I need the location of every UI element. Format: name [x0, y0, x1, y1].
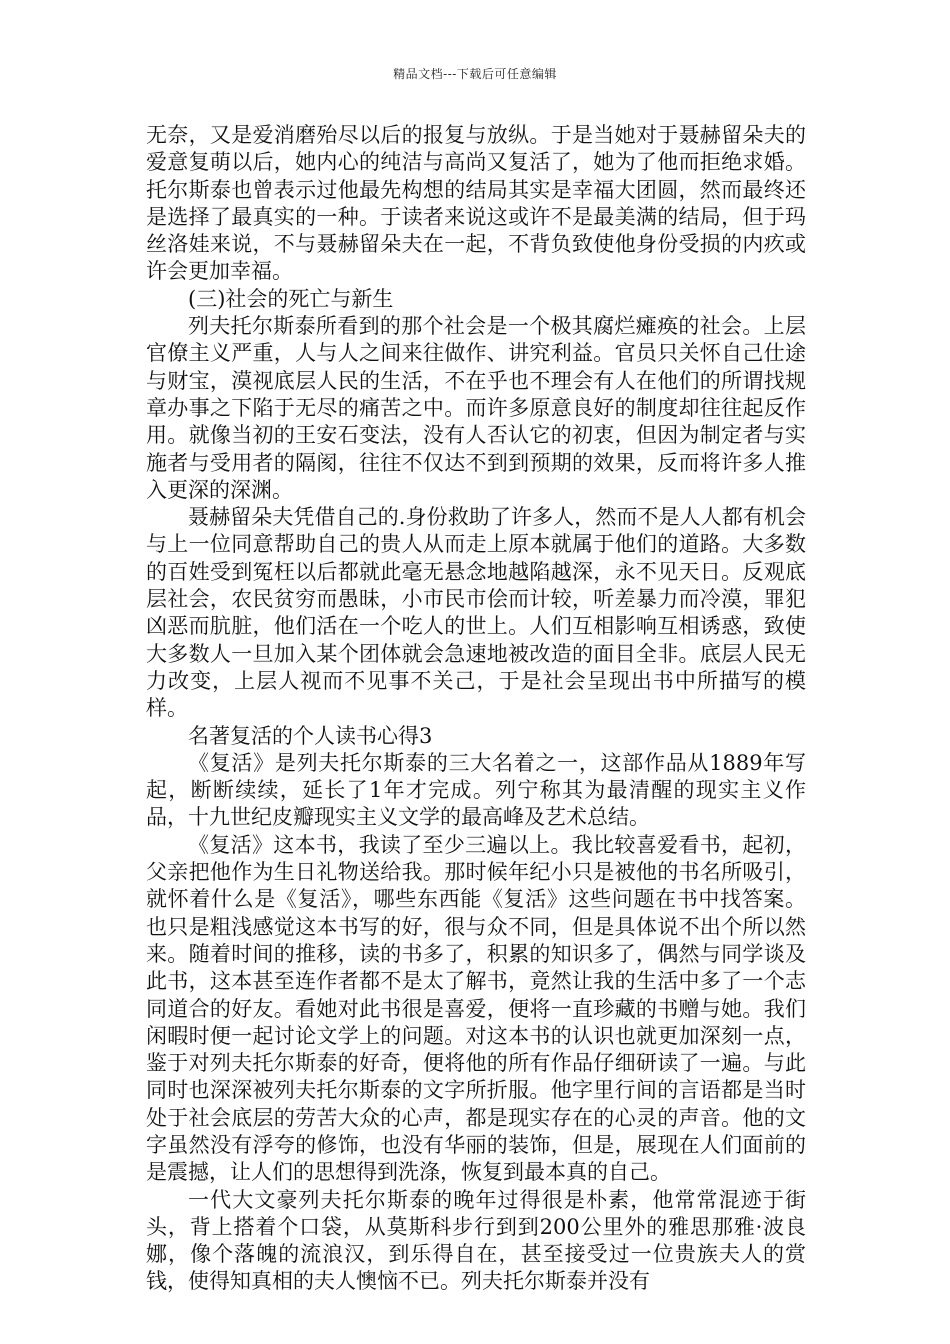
document-body — [146, 122, 806, 1296]
paragraph: 聂赫留朵夫凭借自己的.身份救助了许多人，然而不是人人都有机会与上一位同意帮助自己的贵人从而走上原本就属于他们的道路。大多数的百姓受到冤枉以后都就此毫无悬念地越陷越深，永不见天日。反观底层社会，农民贫穷而愚昧，小市民市侩而计较，听差暴力而冷漠，罪犯凶恶而肮脏，他们活在一个吃人的世上。人们互相影响互相诱惑，致使大多数人一旦加入某个团体就会急速地被改造的面目全非。底层人民无力改变，上层人视而不见事不关己，于是社会呈现出书中所描写的模样。 — [146, 505, 806, 721]
paragraph: 《复活》是列夫托尔斯泰的三大名着之一，这部作品从1889年写起，断断续续，延长了1年才完成。列宁称其为最清醒的现实主义作品，十九世纪皮瓣现实主义文学的最高峰及艺术总结。 — [146, 750, 806, 830]
page-header: 精品文档---下载后可任意编辑 — [393, 67, 557, 81]
paragraph: 《复活》这本书，我读了至少三遍以上。我比较喜爱看书，起初，父亲把他作为生日礼物送给我。那时候年纪小只是被他的书名所吸引，就怀着什么是《复活》，哪些东西能《复活》这些问题在书中找答案。也只是粗浅感觉这本书写的好，很与众不同，但是具体说不出个所以然来。随着时间的推移，读的书多了，积累的知识多了，偶然与同学谈及此书，这本甚至连作者都不是太了解书，竟然让我的生活中多了一个志同道合的好友。看她对此书很是喜爱，便将一直珍藏的书赠与她。我们闲暇时便一起讨论文学上的问题。对这本书的认识也就更加深刻一点，鉴于对列夫托尔斯泰的好奇，便将他的所有作品仔细研读了一遍。与此同时也深深被列夫托尔斯泰的文字所折服。他字里行间的言语都是当时处于社会底层的劳苦大众的心声，都是现实存在的心灵的声音。他的文字虽然没有浮夸的修饰，也没有华丽的装饰，但是，展现在人们面前的是震撼，让人们的思想得到洗涤，恢复到最本真的自己。 — [146, 832, 806, 1185]
paragraph: 一代大文豪列夫托尔斯泰的晚年过得很是朴素，他常常混迹于街头，背上搭着个口袋，从莫斯科步行到到200公里外的雅思那雅·波良娜，像个落魄的流浪汉，到乐得自在，甚至接受过一位贵族夫人的赏钱，使得知真相的夫人懊恼不已。列夫托尔斯泰并没有 — [146, 1187, 806, 1294]
article-title: 名著复活的个人读书心得3 — [188, 723, 433, 748]
section-heading: (三)社会的死亡与新生 — [188, 286, 394, 311]
paragraph: 无奈，又是爱消磨殆尽以后的报复与放纵。于是当她对于聂赫留朵夫的爱意复萌以后，她内心的纯洁与高尚又复活了，她为了他而拒绝求婚。托尔斯泰也曾表示过他最先构想的结局其实是幸福大团圆，然而最终还是选择了最真实的一种。于读者来说这或许不是最美满的结局，但于玛丝洛娃来说，不与聂赫留朵夫在一起，不背负致使他身份受损的内疚或许会更加幸福。 — [146, 123, 806, 284]
paragraph: 列夫托尔斯泰所看到的那个社会是一个极其腐烂瘫痪的社会。上层官僚主义严重，人与人之间来往做作、讲究利益。官员只关怀自己仕途与财宝，漠视底层人民的生活，不在乎也不理会有人在他们的所谓找规章办事之下陷于无尽的痛苦之中。而许多原意良好的制度却往往起反作用。就像当初的王安石变法，没有人否认它的初衷，但因为制定者与实施者与受用者的隔阂，往往不仅达不到到预期的效果，反而将许多人推入更深的深渊。 — [146, 314, 806, 502]
